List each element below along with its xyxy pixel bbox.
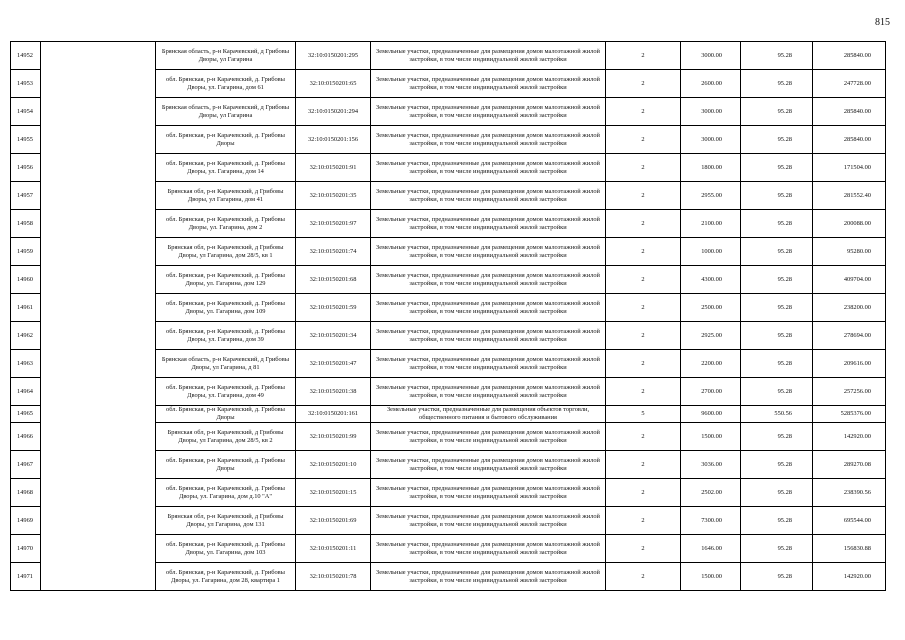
address-cell: обл. Брянская, р-н Карачевский, д. Грибовы Дворы, ул. Гагарина, дом 103 xyxy=(156,535,296,563)
row-number: 14953 xyxy=(11,70,41,98)
row-number: 14952 xyxy=(11,42,41,70)
address-cell: обл. Брянская, р-н Карачевский, д. Грибовы Дворы xyxy=(156,451,296,479)
rate-cell: 95.28 xyxy=(741,238,813,266)
group-cell: 2 xyxy=(606,210,681,238)
group-cell: 2 xyxy=(606,479,681,507)
spacer-cell xyxy=(41,378,156,406)
rate-cell: 95.28 xyxy=(741,98,813,126)
spacer-cell xyxy=(41,423,156,451)
group-cell: 2 xyxy=(606,294,681,322)
cadastral-number-cell: 32:10:0150201:11 xyxy=(296,535,371,563)
address-cell: Брянская область, р-н Карачевский, д Грибовы Дворы, ул Гагарина xyxy=(156,42,296,70)
table-row xyxy=(11,322,886,350)
group-cell: 2 xyxy=(606,42,681,70)
cadastral-number-cell: 32:10:0150201:97 xyxy=(296,210,371,238)
group-cell: 2 xyxy=(606,507,681,535)
table-row xyxy=(11,406,886,423)
rate-cell: 95.28 xyxy=(741,378,813,406)
table-row xyxy=(11,126,886,154)
cadastral-value-cell: 409704.00 xyxy=(813,266,886,294)
land-purpose-cell: Земельные участки, предназначенные для размещения объектов торговли, общественного питания и бытового обслуживания xyxy=(371,406,606,423)
address-cell: обл. Брянская, р-н Карачевский, д. Грибовы Дворы, ул. Гагарина, дом 2 xyxy=(156,210,296,238)
address-cell: обл. Брянская, р-н Карачевский, д. Грибовы Дворы xyxy=(156,126,296,154)
table-row xyxy=(11,154,886,182)
land-purpose-cell: Земельные участки, предназначенные для размещения домов малоэтажной жилой застройки, в том числе индивидуальной жилой застройки xyxy=(371,350,606,378)
cadastral-number-cell: 32:10:0150201:34 xyxy=(296,322,371,350)
address-cell: обл. Брянская, р-н Карачевский, д. Грибовы Дворы, ул. Гагарина, дом 129 xyxy=(156,266,296,294)
spacer-cell xyxy=(41,563,156,591)
row-number: 14954 xyxy=(11,98,41,126)
area-cell: 9600.00 xyxy=(681,406,741,423)
area-cell: 1000.00 xyxy=(681,238,741,266)
table-row xyxy=(11,210,886,238)
rate-cell: 95.28 xyxy=(741,126,813,154)
group-cell: 2 xyxy=(606,535,681,563)
cadastral-value-cell: 238390.56 xyxy=(813,479,886,507)
address-cell: обл. Брянская, р-н Карачевский, д. Грибовы Дворы, ул. Гагарина, дом 61 xyxy=(156,70,296,98)
rate-cell: 95.28 xyxy=(741,182,813,210)
rate-cell: 95.28 xyxy=(741,350,813,378)
spacer-cell xyxy=(41,238,156,266)
row-number: 14970 xyxy=(11,535,41,563)
rate-cell: 95.28 xyxy=(741,294,813,322)
land-purpose-cell: Земельные участки, предназначенные для размещения домов малоэтажной жилой застройки, в том числе индивидуальной жилой застройки xyxy=(371,98,606,126)
land-purpose-cell: Земельные участки, предназначенные для размещения домов малоэтажной жилой застройки, в том числе индивидуальной жилой застройки xyxy=(371,507,606,535)
land-purpose-cell: Земельные участки, предназначенные для размещения домов малоэтажной жилой застройки, в том числе индивидуальной жилой застройки xyxy=(371,210,606,238)
area-cell: 3000.00 xyxy=(681,98,741,126)
rate-cell: 550.56 xyxy=(741,406,813,423)
area-cell: 2502.00 xyxy=(681,479,741,507)
group-cell: 2 xyxy=(606,423,681,451)
address-cell: Брянская обл, р-н Карачевский, д Грибовы Дворы, ул Гагарина, дом 131 xyxy=(156,507,296,535)
group-cell: 2 xyxy=(606,563,681,591)
land-purpose-cell: Земельные участки, предназначенные для размещения домов малоэтажной жилой застройки, в том числе индивидуальной жилой застройки xyxy=(371,535,606,563)
spacer-cell xyxy=(41,479,156,507)
area-cell: 3000.00 xyxy=(681,42,741,70)
rate-cell: 95.28 xyxy=(741,535,813,563)
cadastral-value-cell: 289270.08 xyxy=(813,451,886,479)
spacer-cell xyxy=(41,451,156,479)
row-number: 14955 xyxy=(11,126,41,154)
cadastral-value-cell: 278694.00 xyxy=(813,322,886,350)
row-number: 14960 xyxy=(11,266,41,294)
table-body xyxy=(11,42,886,591)
cadastral-value-cell: 171504.00 xyxy=(813,154,886,182)
group-cell: 5 xyxy=(606,406,681,423)
area-cell: 2700.00 xyxy=(681,378,741,406)
row-number: 14971 xyxy=(11,563,41,591)
address-cell: обл. Брянская, р-н Карачевский, д. Грибовы Дворы, ул. Гагарина, дом д.10 "А" xyxy=(156,479,296,507)
page-number: 815 xyxy=(875,17,890,28)
table-row xyxy=(11,563,886,591)
table-row xyxy=(11,350,886,378)
cadastral-number-cell: 32:10:0150201:91 xyxy=(296,154,371,182)
spacer-cell xyxy=(41,98,156,126)
cadastral-value-cell: 95280.00 xyxy=(813,238,886,266)
row-number: 14956 xyxy=(11,154,41,182)
row-number: 14967 xyxy=(11,451,41,479)
rate-cell: 95.28 xyxy=(741,70,813,98)
cadastral-number-cell: 32:10:0150201:47 xyxy=(296,350,371,378)
cadastral-number-cell: 32:10:0150201:10 xyxy=(296,451,371,479)
area-cell: 1646.00 xyxy=(681,535,741,563)
spacer-cell xyxy=(41,322,156,350)
land-purpose-cell: Земельные участки, предназначенные для размещения домов малоэтажной жилой застройки, в том числе индивидуальной жилой застройки xyxy=(371,182,606,210)
cadastral-value-cell: 5285376.00 xyxy=(813,406,886,423)
cadastral-number-cell: 32:10:0150201:99 xyxy=(296,423,371,451)
area-cell: 7300.00 xyxy=(681,507,741,535)
row-number: 14957 xyxy=(11,182,41,210)
cadastral-value-cell: 238200.00 xyxy=(813,294,886,322)
cadastral-number-cell: 32:10:0150201:65 xyxy=(296,70,371,98)
group-cell: 2 xyxy=(606,70,681,98)
address-cell: Брянская обл, р-н Карачевский, д Грибовы Дворы, ул Гагарина, дом 28/5, кв 2 xyxy=(156,423,296,451)
rate-cell: 95.28 xyxy=(741,154,813,182)
group-cell: 2 xyxy=(606,350,681,378)
address-cell: обл. Брянская, р-н Карачевский, д. Грибовы Дворы, ул. Гагарина, дом 109 xyxy=(156,294,296,322)
area-cell: 1800.00 xyxy=(681,154,741,182)
row-number: 14964 xyxy=(11,378,41,406)
address-cell: Брянская обл, р-н Карачевский, д Грибовы Дворы, ул Гагарина, дом 41 xyxy=(156,182,296,210)
group-cell: 2 xyxy=(606,238,681,266)
spacer-cell xyxy=(41,42,156,70)
cadastral-number-cell: 32:10:0150201:38 xyxy=(296,378,371,406)
cadastral-number-cell: 32:10:0150201:15 xyxy=(296,479,371,507)
group-cell: 2 xyxy=(606,266,681,294)
cadastral-value-cell: 281552.40 xyxy=(813,182,886,210)
address-cell: обл. Брянская, р-н Карачевский, д. Грибовы Дворы, ул. Гагарина, дом 28, квартира 1 xyxy=(156,563,296,591)
cadastral-number-cell: 32:10:0150201:68 xyxy=(296,266,371,294)
cadastral-value-cell: 156830.88 xyxy=(813,535,886,563)
table-row xyxy=(11,294,886,322)
table-row xyxy=(11,378,886,406)
rate-cell: 95.28 xyxy=(741,42,813,70)
cadastral-value-cell: 142920.00 xyxy=(813,563,886,591)
rate-cell: 95.28 xyxy=(741,210,813,238)
area-cell: 1500.00 xyxy=(681,563,741,591)
spacer-cell xyxy=(41,126,156,154)
address-cell: Брянская область, р-н Карачевский, д Грибовы Дворы, ул Гагарина xyxy=(156,98,296,126)
row-number: 14965 xyxy=(11,406,41,423)
land-purpose-cell: Земельные участки, предназначенные для размещения домов малоэтажной жилой застройки, в том числе индивидуальной жилой застройки xyxy=(371,479,606,507)
area-cell: 4300.00 xyxy=(681,266,741,294)
land-purpose-cell: Земельные участки, предназначенные для размещения домов малоэтажной жилой застройки, в том числе индивидуальной жилой застройки xyxy=(371,451,606,479)
cadastral-number-cell: 32:10:0150201:161 xyxy=(296,406,371,423)
spacer-cell xyxy=(41,70,156,98)
area-cell: 3036.00 xyxy=(681,451,741,479)
area-cell: 2925.00 xyxy=(681,322,741,350)
land-purpose-cell: Земельные участки, предназначенные для размещения домов малоэтажной жилой застройки, в том числе индивидуальной жилой застройки xyxy=(371,563,606,591)
rate-cell: 95.28 xyxy=(741,266,813,294)
row-number: 14961 xyxy=(11,294,41,322)
spacer-cell xyxy=(41,350,156,378)
row-number: 14968 xyxy=(11,479,41,507)
address-cell: обл. Брянская, р-н Карачевский, д. Грибовы Дворы, ул. Гагарина, дом 14 xyxy=(156,154,296,182)
spacer-cell xyxy=(41,535,156,563)
land-purpose-cell: Земельные участки, предназначенные для размещения домов малоэтажной жилой застройки, в том числе индивидуальной жилой застройки xyxy=(371,294,606,322)
group-cell: 2 xyxy=(606,451,681,479)
table-row xyxy=(11,266,886,294)
cadastral-value-cell: 695544.00 xyxy=(813,507,886,535)
land-purpose-cell: Земельные участки, предназначенные для размещения домов малоэтажной жилой застройки, в том числе индивидуальной жилой застройки xyxy=(371,70,606,98)
cadastral-number-cell: 32:10:0150201:35 xyxy=(296,182,371,210)
land-purpose-cell: Земельные участки, предназначенные для размещения домов малоэтажной жилой застройки, в том числе индивидуальной жилой застройки xyxy=(371,238,606,266)
cadastral-number-cell: 32:10:0150201:78 xyxy=(296,563,371,591)
row-number: 14958 xyxy=(11,210,41,238)
spacer-cell xyxy=(41,154,156,182)
spacer-cell xyxy=(41,266,156,294)
area-cell: 2500.00 xyxy=(681,294,741,322)
group-cell: 2 xyxy=(606,126,681,154)
cadastral-number-cell: 32:10:0150201:294 xyxy=(296,98,371,126)
cadastral-value-cell: 209616.00 xyxy=(813,350,886,378)
cadastral-number-cell: 32:10:0150201:69 xyxy=(296,507,371,535)
table-row xyxy=(11,42,886,70)
table-row xyxy=(11,479,886,507)
table-row xyxy=(11,507,886,535)
group-cell: 2 xyxy=(606,98,681,126)
rate-cell: 95.28 xyxy=(741,423,813,451)
table-row xyxy=(11,423,886,451)
row-number: 14966 xyxy=(11,423,41,451)
area-cell: 2600.00 xyxy=(681,70,741,98)
cadastral-value-cell: 285840.00 xyxy=(813,42,886,70)
spacer-cell xyxy=(41,182,156,210)
spacer-cell xyxy=(41,210,156,238)
area-cell: 3000.00 xyxy=(681,126,741,154)
table-row xyxy=(11,70,886,98)
cadastral-value-cell: 247728.00 xyxy=(813,70,886,98)
cadastral-number-cell: 32:10:0150201:74 xyxy=(296,238,371,266)
group-cell: 2 xyxy=(606,154,681,182)
address-cell: обл. Брянская, р-н Карачевский, д. Грибовы Дворы, ул. Гагарина, дом 49 xyxy=(156,378,296,406)
land-registry-table xyxy=(10,41,886,591)
rate-cell: 95.28 xyxy=(741,563,813,591)
group-cell: 2 xyxy=(606,378,681,406)
address-cell: Брянская область, р-н Карачевский, д Грибовы Дворы, ул Гагарина, д 81 xyxy=(156,350,296,378)
land-purpose-cell: Земельные участки, предназначенные для размещения домов малоэтажной жилой застройки, в том числе индивидуальной жилой застройки xyxy=(371,126,606,154)
rate-cell: 95.28 xyxy=(741,479,813,507)
spacer-cell xyxy=(41,406,156,423)
cadastral-number-cell: 32:10:0150201:295 xyxy=(296,42,371,70)
table-row xyxy=(11,182,886,210)
address-cell: обл. Брянская, р-н Карачевский, д. Грибовы Дворы xyxy=(156,406,296,423)
table-row xyxy=(11,238,886,266)
rate-cell: 95.28 xyxy=(741,322,813,350)
land-purpose-cell: Земельные участки, предназначенные для размещения домов малоэтажной жилой застройки, в том числе индивидуальной жилой застройки xyxy=(371,322,606,350)
spacer-cell xyxy=(41,294,156,322)
cadastral-value-cell: 200088.00 xyxy=(813,210,886,238)
group-cell: 2 xyxy=(606,322,681,350)
cadastral-value-cell: 142920.00 xyxy=(813,423,886,451)
cadastral-value-cell: 257256.00 xyxy=(813,378,886,406)
address-cell: Брянская обл, р-н Карачевский, д Грибовы Дворы, ул Гагарина, дом 28/5, кв 1 xyxy=(156,238,296,266)
land-purpose-cell: Земельные участки, предназначенные для размещения домов малоэтажной жилой застройки, в том числе индивидуальной жилой застройки xyxy=(371,423,606,451)
land-purpose-cell: Земельные участки, предназначенные для размещения домов малоэтажной жилой застройки, в том числе индивидуальной жилой застройки xyxy=(371,42,606,70)
area-cell: 1500.00 xyxy=(681,423,741,451)
cadastral-number-cell: 32:10:0150201:156 xyxy=(296,126,371,154)
row-number: 14962 xyxy=(11,322,41,350)
table-row xyxy=(11,451,886,479)
row-number: 14963 xyxy=(11,350,41,378)
spacer-cell xyxy=(41,507,156,535)
land-purpose-cell: Земельные участки, предназначенные для размещения домов малоэтажной жилой застройки, в том числе индивидуальной жилой застройки xyxy=(371,378,606,406)
cadastral-value-cell: 285840.00 xyxy=(813,126,886,154)
table-row xyxy=(11,98,886,126)
rate-cell: 95.28 xyxy=(741,451,813,479)
land-purpose-cell: Земельные участки, предназначенные для размещения домов малоэтажной жилой застройки, в том числе индивидуальной жилой застройки xyxy=(371,266,606,294)
area-cell: 2955.00 xyxy=(681,182,741,210)
cadastral-value-cell: 285840.00 xyxy=(813,98,886,126)
area-cell: 2200.00 xyxy=(681,350,741,378)
group-cell: 2 xyxy=(606,182,681,210)
land-purpose-cell: Земельные участки, предназначенные для размещения домов малоэтажной жилой застройки, в том числе индивидуальной жилой застройки xyxy=(371,154,606,182)
row-number: 14959 xyxy=(11,238,41,266)
table-row xyxy=(11,535,886,563)
rate-cell: 95.28 xyxy=(741,507,813,535)
cadastral-number-cell: 32:10:0150201:59 xyxy=(296,294,371,322)
address-cell: обл. Брянская, р-н Карачевский, д. Грибовы Дворы, ул. Гагарина, дом 39 xyxy=(156,322,296,350)
row-number: 14969 xyxy=(11,507,41,535)
area-cell: 2100.00 xyxy=(681,210,741,238)
